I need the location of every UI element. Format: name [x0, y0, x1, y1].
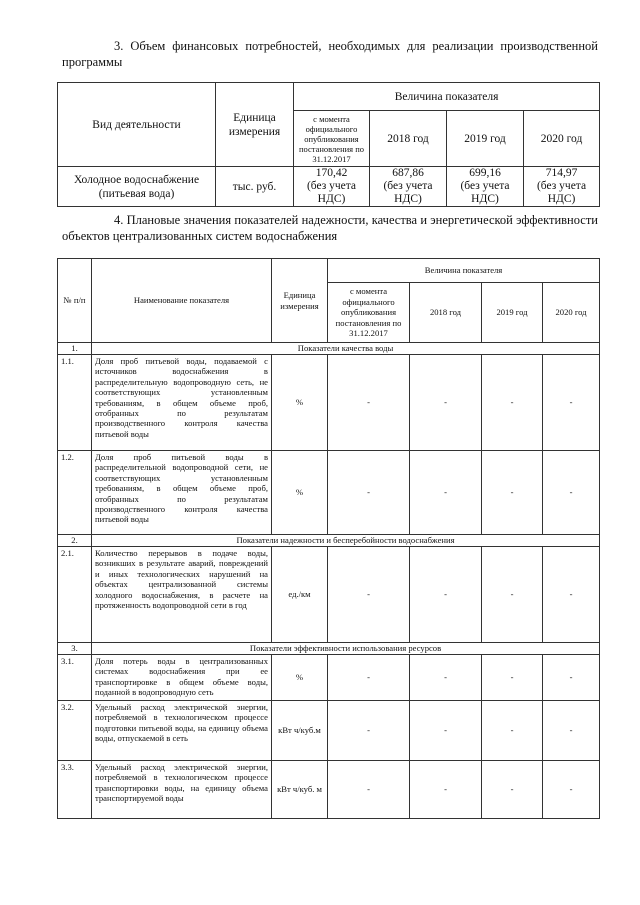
group-no: 1. [58, 343, 92, 355]
group-no: 2. [58, 535, 92, 547]
activity-cell: Холодное водоснабжение (питьевая вода) [58, 167, 216, 207]
value-cell: - [410, 701, 482, 761]
header-no: № п/п [58, 259, 92, 343]
value-cell [294, 167, 370, 207]
unit-cell: ед./км [272, 547, 328, 643]
header-name: Наименование показателя [92, 259, 272, 343]
value-amount: 714,97 [545, 167, 578, 179]
value-cell: - [410, 655, 482, 701]
value-cell: - [543, 547, 600, 643]
value-cell: - [482, 355, 543, 451]
value-cell: - [543, 761, 600, 819]
group-title: Показатели качества воды [92, 343, 600, 355]
header-unit: Единица измерения [272, 259, 328, 343]
value-note: (без учета НДС) [460, 180, 510, 205]
row-no: 1.1. [58, 355, 92, 451]
header-activity: Вид деятельности [58, 83, 216, 167]
unit-cell: тыс. руб. [216, 167, 294, 207]
value-cell: - [543, 701, 600, 761]
indicator-name: Доля проб питьевой воды в распределительной водопроводной сети, не соответствующих установленным требованиям, в общем объеме проб, отобранных по результатам производственного контроля качества питьевой воды [92, 451, 272, 535]
group-no: 3. [58, 643, 92, 655]
group-title: Показатели эффективности использования ресурсов [92, 643, 600, 655]
indicator-name: Доля потерь воды в централизованных системах водоснабжения при ее транспортировке в общем объеме воды, поданной в водопроводную сеть [92, 655, 272, 701]
header-value: Величина показателя [328, 259, 600, 283]
table-header-row [58, 83, 600, 111]
value-cell: - [482, 701, 543, 761]
group-title: Показатели надежности и бесперебойности водоснабжения [92, 535, 600, 547]
value-amount: 699,16 [469, 167, 501, 179]
unit-cell: % [272, 655, 328, 701]
unit-cell: кВт ч/куб.м [272, 701, 328, 761]
value-note: (без учета НДС) [306, 180, 357, 205]
indicator-name: Удельный расход электрической энергии, потребляемой в технологическом процессе подготовки питьевой воды, на единицу объема воды, отпускаемой в сеть [92, 701, 272, 761]
value-cell: - [328, 355, 410, 451]
row-no: 3.2. [58, 701, 92, 761]
indicators-table [57, 258, 600, 819]
value-amount: 170,42 [315, 167, 348, 179]
value-cell [370, 167, 447, 207]
value-cell: - [328, 547, 410, 643]
value-cell: - [410, 355, 482, 451]
header-year: 2018 год [370, 111, 447, 167]
table-row [58, 701, 600, 761]
value-note: (без учета НДС) [383, 180, 433, 205]
value-cell: - [328, 451, 410, 535]
value-note: (без учета НДС) [536, 180, 587, 205]
value-cell [524, 167, 600, 207]
financial-needs-table [57, 82, 600, 207]
row-no: 2.1. [58, 547, 92, 643]
value-cell: - [410, 547, 482, 643]
unit-cell: % [272, 451, 328, 535]
header-year: 2020 год [524, 111, 600, 167]
value-cell [447, 167, 524, 207]
header-since: с момента официального опубликования постановления по 31.12.2017 [294, 111, 370, 167]
value-cell: - [543, 451, 600, 535]
indicator-name: Доля проб питьевой воды, подаваемой с источников водоснабжения в распределительную водопроводную сеть, не соответствующих установленным требованиям, в общем объеме проб, отобранных по результатам производственного контроля качества питьевой воды [92, 355, 272, 451]
section-3-heading: 3. Объем финансовых потребностей, необходимых для реализации производственной программы [62, 39, 598, 69]
indicator-name: Количество перерывов в подаче воды, возникших в результате аварий, повреждений и иных технологических нарушений на объектах централизованной системы холодного водоснабжения, в расчете на протяженность водопроводной сети в год [92, 547, 272, 643]
value-cell: - [482, 451, 543, 535]
header-year: 2019 год [447, 111, 524, 167]
header-unit: Единица измерения [216, 83, 294, 167]
row-no: 1.2. [58, 451, 92, 535]
row-no: 3.1. [58, 655, 92, 701]
value-cell: - [328, 701, 410, 761]
indicator-name: Удельный расход электрической энергии, потребляемой в технологическом процессе транспортировки воды, на единицу объема транспортируемой воды [92, 761, 272, 819]
group-row [58, 343, 600, 355]
group-row [58, 535, 600, 547]
header-value: Величина показателя [294, 83, 600, 111]
table-row [58, 167, 600, 207]
header-year: 2020 год [543, 283, 600, 343]
table-row [58, 451, 600, 535]
row-no: 3.3. [58, 761, 92, 819]
header-since: с момента официального опубликования постановления по 31.12.2017 [328, 283, 410, 343]
value-cell: - [482, 547, 543, 643]
unit-cell: % [272, 355, 328, 451]
table-row [58, 655, 600, 701]
section-4-heading: 4. Плановые значения показателей надежности, качества и энергетической эффективности объектов централизованных систем водоснабжения [62, 213, 598, 243]
value-cell: - [328, 655, 410, 701]
value-amount: 687,86 [392, 167, 424, 179]
header-year: 2018 год [410, 283, 482, 343]
table-row [58, 355, 600, 451]
table-header-row [58, 259, 600, 283]
value-cell: - [410, 761, 482, 819]
group-row [58, 643, 600, 655]
value-cell: - [482, 761, 543, 819]
value-cell: - [543, 655, 600, 701]
value-cell: - [328, 761, 410, 819]
table-row [58, 761, 600, 819]
value-cell: - [482, 655, 543, 701]
header-year: 2019 год [482, 283, 543, 343]
unit-cell: кВт ч/куб. м [272, 761, 328, 819]
value-cell: - [410, 451, 482, 535]
table-row [58, 547, 600, 643]
value-cell: - [543, 355, 600, 451]
